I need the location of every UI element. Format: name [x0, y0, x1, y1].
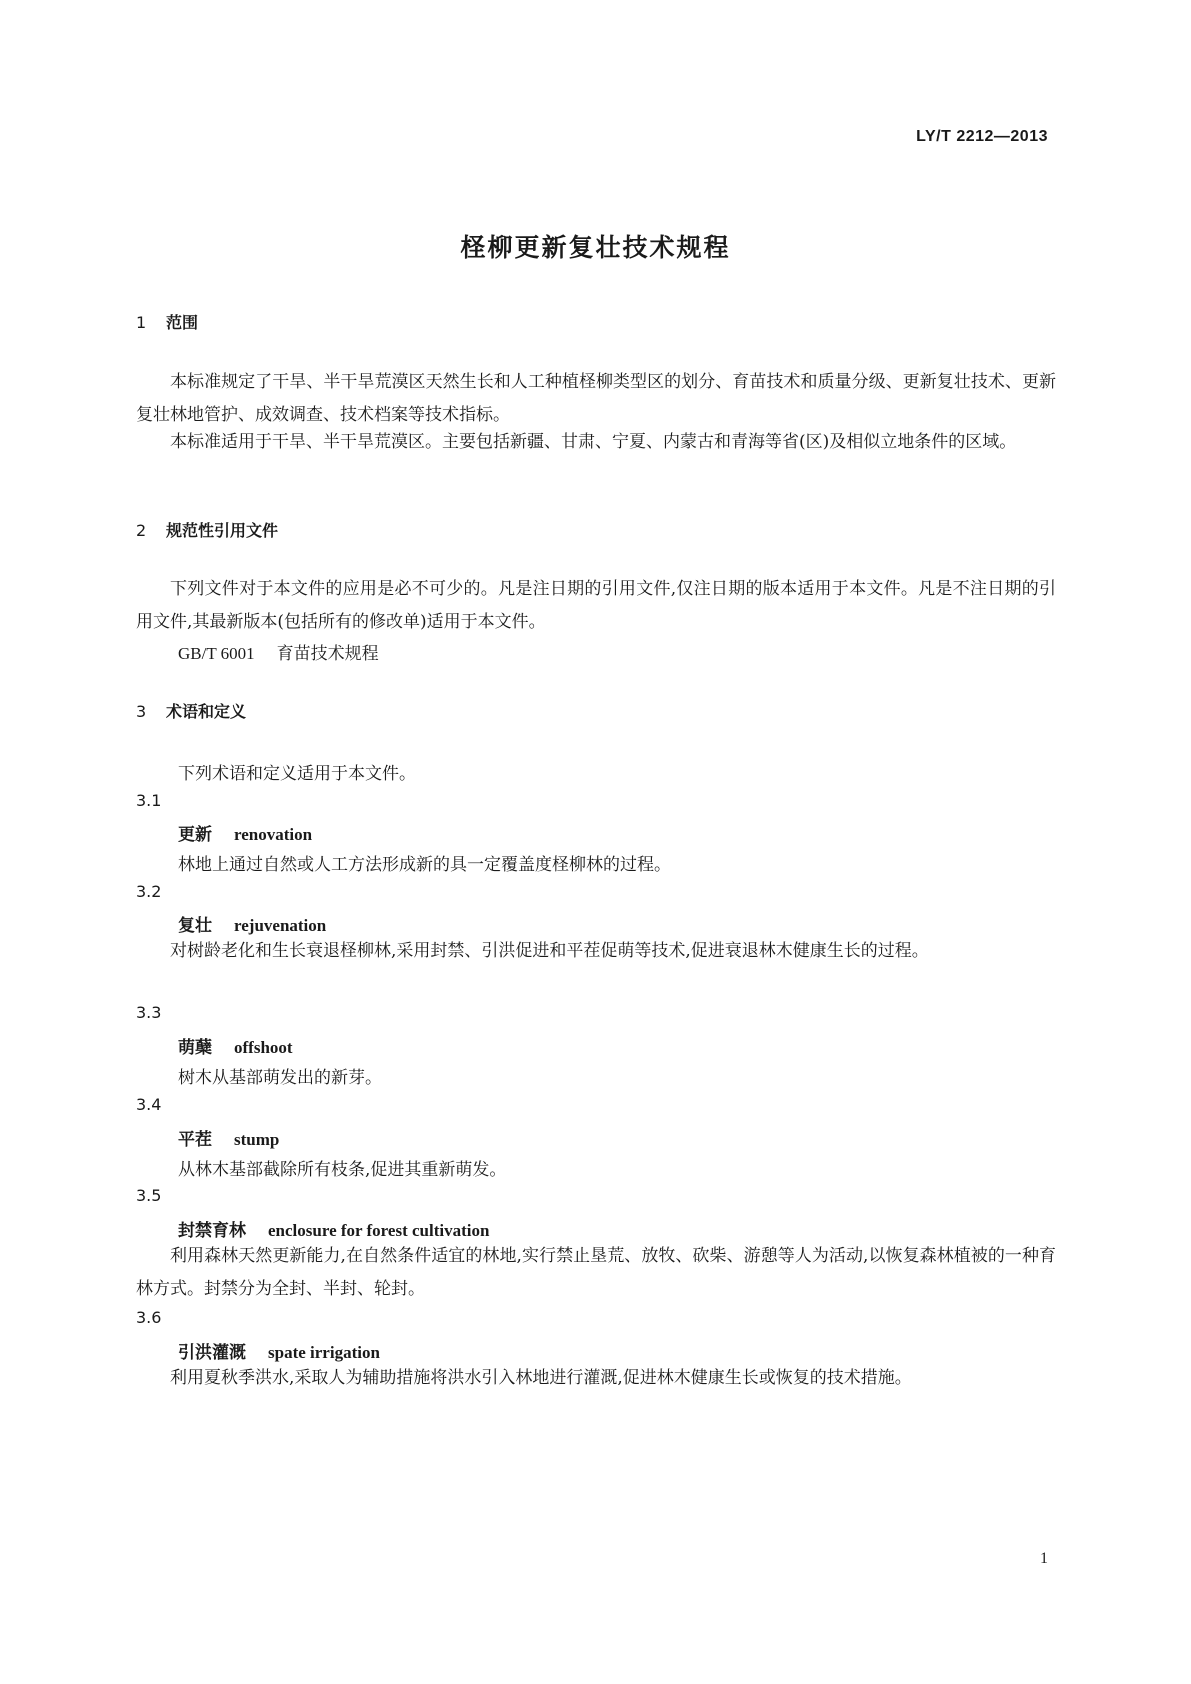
standard-code: LY/T 2212—2013	[916, 128, 1048, 145]
term-definition: 利用夏秋季洪水,采取人为辅助措施将洪水引入林地进行灌溉,促进林木健康生长或恢复的技术措施。	[170, 1368, 912, 1388]
clause-number: 3.3	[136, 1003, 162, 1022]
section-title: 范围	[166, 313, 199, 332]
section-1-paragraph-1: 本标准规定了干旱、半干旱荒漠区天然生长和人工种植柽柳类型区的划分、育苗技术和质量分级、更新复壮技术、更新复壮林地管护、成效调查、技术档案等技术指标。	[136, 372, 1056, 425]
term-english: enclosure for forest cultivation	[268, 1221, 490, 1240]
term-chinese: 更新	[178, 825, 212, 845]
reference-code: GB/T 6001	[178, 644, 255, 663]
section-number: 2	[136, 521, 147, 540]
section-title: 术语和定义	[166, 702, 247, 721]
section-1-paragraph-2: 本标准适用于干旱、半干旱荒漠区。主要包括新疆、甘肃、宁夏、内蒙古和青海等省(区)及相似立地条件的区域。	[170, 432, 1017, 452]
term-entry	[178, 1216, 1098, 1241]
reference-title: 育苗技术规程	[276, 644, 379, 664]
term-definition: 从林木基部截除所有枝条,促进其重新萌发。	[178, 1160, 507, 1180]
term-english: renovation	[234, 825, 313, 844]
section-number: 1	[136, 313, 147, 332]
section-title: 规范性引用文件	[166, 521, 279, 540]
term-entry	[178, 911, 1098, 936]
clause-number: 3.1	[136, 791, 162, 810]
section-2-paragraph-1: 下列文件对于本文件的应用是必不可少的。凡是注日期的引用文件,仅注日期的版本适用于本文件。凡是不注日期的引用文件,其最新版本(包括所有的修改单)适用于本文件。	[136, 579, 1056, 632]
term-english: offshoot	[234, 1038, 293, 1057]
term-definition: 林地上通过自然或人工方法形成新的具一定覆盖度柽柳林的过程。	[178, 855, 671, 875]
section-1-heading	[136, 310, 198, 333]
term-definition: 树木从基部萌发出的新芽。	[178, 1068, 382, 1088]
term-chinese: 复壮	[178, 916, 212, 936]
term-definition: 对树龄老化和生长衰退柽柳林,采用封禁、引洪促进和平茬促萌等技术,促进衰退林木健康生长的过程。	[170, 941, 929, 961]
clause-number: 3.6	[136, 1308, 162, 1327]
section-3-heading	[136, 699, 246, 722]
clause-number: 3.5	[136, 1186, 162, 1205]
term-chinese: 引洪灌溉	[178, 1343, 246, 1363]
term-entry	[178, 820, 1098, 845]
clause-number: 3.4	[136, 1095, 162, 1114]
page-number: 1	[1040, 1550, 1048, 1567]
section-2-heading	[136, 518, 278, 541]
term-entry	[178, 1338, 1098, 1363]
term-english: spate irrigation	[268, 1343, 380, 1362]
section-number: 3	[136, 702, 147, 721]
term-english: rejuvenation	[234, 916, 327, 935]
term-english: stump	[234, 1130, 280, 1149]
normative-reference	[178, 639, 1098, 664]
term-entry	[178, 1125, 1098, 1150]
term-entry	[178, 1033, 1098, 1058]
term-chinese: 萌蘖	[178, 1038, 212, 1058]
section-3-intro: 下列术语和定义适用于本文件。	[178, 764, 416, 784]
term-chinese: 封禁育林	[178, 1221, 246, 1241]
term-definition: 利用森林天然更新能力,在自然条件适宜的林地,实行禁止垦荒、放牧、砍柴、游憩等人为活动,以恢复森林植被的一种育林方式。封禁分为全封、半封、轮封。	[136, 1246, 1056, 1299]
term-chinese: 平茬	[178, 1130, 212, 1150]
document-title: 柽柳更新复壮技术规程	[460, 233, 731, 262]
clause-number: 3.2	[136, 882, 162, 901]
